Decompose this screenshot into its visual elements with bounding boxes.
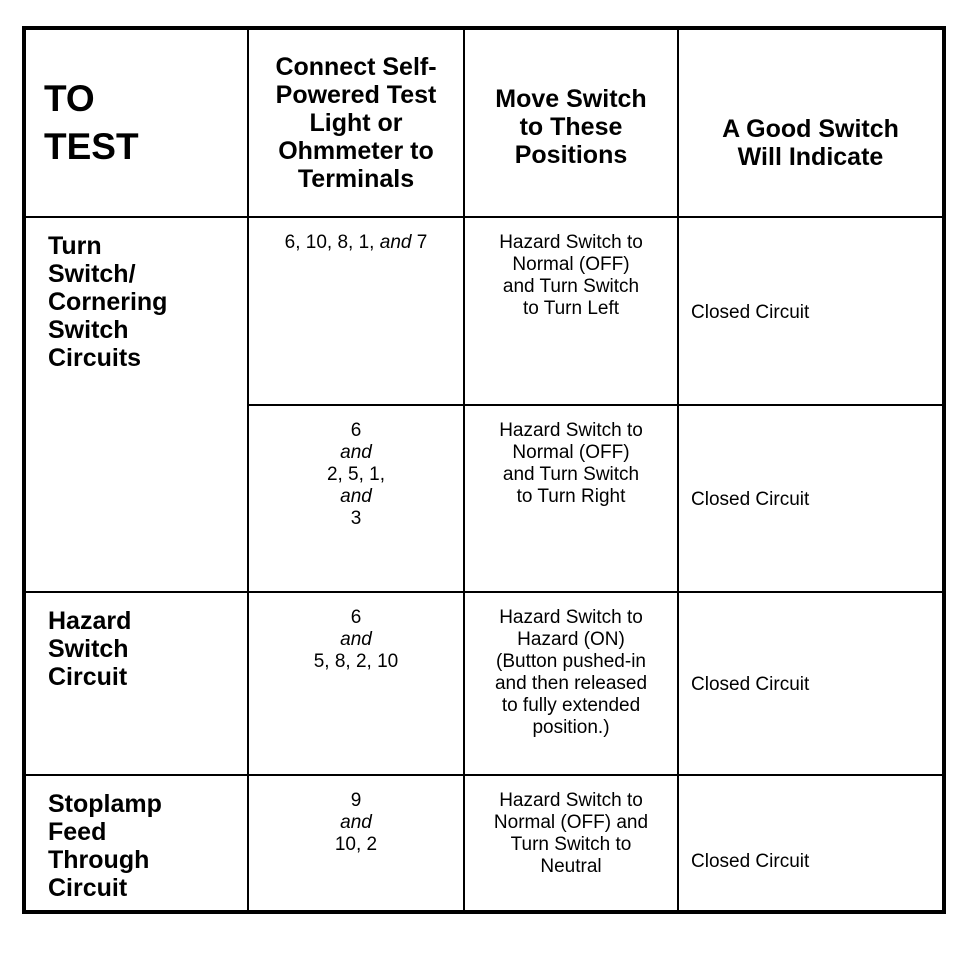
switch-test-table-wrapper <box>22 26 942 914</box>
header-to-test: TO TEST <box>24 28 248 217</box>
hazard-result: Closed Circuit <box>678 592 944 775</box>
turn-switch-label: Turn Switch/ Cornering Switch Circuits <box>24 217 248 592</box>
turn-left-terminals: 6, 10, 8, 1, and 7 <box>248 217 464 404</box>
stoplamp-positions: Hazard Switch to Normal (OFF) and Turn Switch to Neutral <box>464 775 678 912</box>
header-connect-terminals: Connect Self- Powered Test Light or Ohmmeter to Terminals <box>248 28 464 217</box>
turn-left-row <box>24 217 944 404</box>
stoplamp-terminals: 9 and 10, 2 <box>248 775 464 912</box>
stoplamp-row <box>24 775 944 912</box>
turn-right-positions: Hazard Switch to Normal (OFF) and Turn Switch to Turn Right <box>464 405 678 592</box>
turn-left-result: Closed Circuit <box>678 217 944 404</box>
hazard-positions: Hazard Switch to Hazard (ON) (Button pushed-in and then released to fully extended position.) <box>464 592 678 775</box>
turn-left-positions: Hazard Switch to Normal (OFF) and Turn Switch to Turn Left <box>464 217 678 404</box>
stoplamp-label: Stoplamp Feed Through Circuit <box>24 775 248 912</box>
hazard-row <box>24 592 944 775</box>
header-row <box>24 28 944 217</box>
hazard-switch-label: Hazard Switch Circuit <box>24 592 248 775</box>
header-move-switch: Move Switch to These Positions <box>464 28 678 217</box>
turn-right-terminals: 6 and 2, 5, 1, and 3 <box>248 405 464 592</box>
stoplamp-result: Closed Circuit <box>678 775 944 912</box>
turn-right-result: Closed Circuit <box>678 405 944 592</box>
header-good-switch-indicates: A Good Switch Will Indicate <box>678 28 944 217</box>
hazard-terminals: 6 and 5, 8, 2, 10 <box>248 592 464 775</box>
switch-test-table <box>22 26 946 914</box>
